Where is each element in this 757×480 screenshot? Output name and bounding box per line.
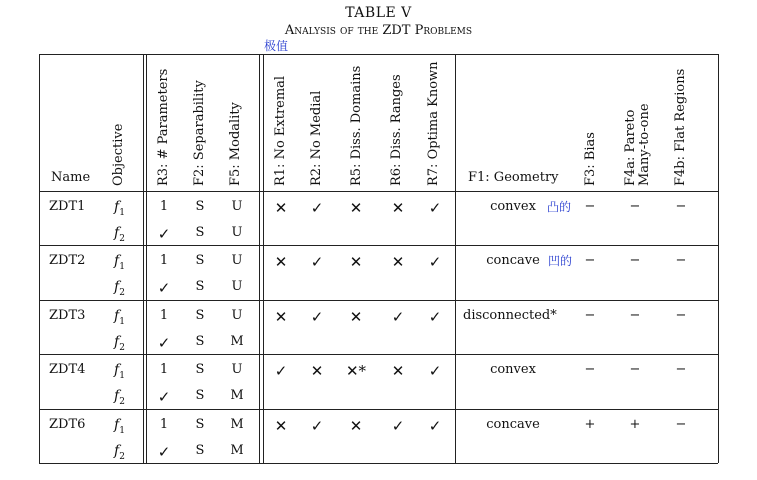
header-objective: Objective [111, 123, 126, 186]
rule-bottom [39, 463, 718, 464]
cell-r7-optima-known: ✓ [428, 253, 442, 271]
row-name: ZDT4 [49, 362, 86, 377]
objective-subscript: 1 [119, 207, 125, 218]
cell-r6-diss-ranges: ✕ [391, 253, 405, 271]
cell-f4b-flat-regions: − [675, 417, 687, 432]
objective-subscript: 1 [119, 316, 125, 327]
cell-f5-modality: U [231, 362, 243, 377]
cell-r5-diss-domains: ✕ [349, 253, 363, 271]
cell-r1-no-extremal: ✕ [274, 417, 288, 435]
cell-f4a-pareto: − [629, 253, 641, 268]
header-f4a-line2: Many-to-one [637, 103, 652, 186]
header-r5: R5: Diss. Domains [349, 65, 364, 186]
rule-vertical [455, 54, 456, 463]
cell-r7-optima-known: ✓ [428, 199, 442, 217]
cell-r3-params: 1 [159, 417, 169, 432]
cell-r2-no-medial: ✕ [310, 362, 324, 380]
rule-header-bottom [39, 191, 718, 192]
rule-row-separator [39, 409, 718, 410]
cell-f2-separability: S [195, 225, 205, 240]
cell-r5-diss-domains: ✕ [349, 417, 363, 435]
cell-f4b-flat-regions: − [675, 253, 687, 268]
table-title: TABLE V [345, 5, 412, 21]
convex-annotation: 凸的 [547, 200, 572, 214]
objective-subscript: 2 [119, 233, 125, 244]
cell-f3-bias: − [584, 253, 596, 268]
header-r7: R7: Optima Known [426, 61, 441, 186]
cell-f4a-pareto: − [629, 199, 641, 214]
header-f2: F2: Separability [192, 80, 207, 186]
caption-annotation: 极值 [264, 39, 289, 53]
cell-r1-no-extremal: ✕ [274, 308, 288, 326]
objective-subscript: 1 [119, 425, 125, 436]
objective-subscript: 2 [119, 342, 125, 353]
cell-f1-geometry: disconnected* [463, 308, 557, 323]
cell-r7-optima-known: ✓ [428, 362, 442, 380]
header-f4a-line1: F4a: Pareto [623, 109, 638, 186]
cell-f4b-flat-regions: − [675, 308, 687, 323]
objective-f1: $f_1$ [114, 417, 125, 436]
cell-f1-geometry: concave [486, 417, 540, 432]
header-r1: R1: No Extremal [273, 75, 288, 186]
header-r3: R3: # Parameters [156, 68, 171, 186]
cell-f5-modality: M [230, 334, 244, 349]
objective-subscript: 2 [119, 287, 125, 298]
cell-f2-separability: S [195, 417, 205, 432]
objective-subscript: 1 [119, 261, 125, 272]
cell-r7-optima-known: ✓ [428, 308, 442, 326]
cell-r5-diss-domains: ✕* [345, 362, 367, 380]
cell-f2-separability: S [195, 388, 205, 403]
rule-vertical [718, 54, 719, 463]
objective-f2: $f_2$ [114, 443, 125, 462]
rule-row-separator [39, 300, 718, 301]
row-name: ZDT3 [49, 308, 86, 323]
cell-f4a-pareto: − [629, 308, 641, 323]
rule-vertical [259, 54, 260, 463]
cell-r5-diss-domains: ✕ [349, 199, 363, 217]
cell-r7-optima-known: ✓ [428, 417, 442, 435]
cell-f1-geometry: convex [490, 362, 536, 377]
cell-r5-diss-domains: ✕ [349, 308, 363, 326]
cell-r3-params: ✓ [157, 443, 171, 461]
cell-f4b-flat-regions: − [675, 199, 687, 214]
cell-f5-modality: U [231, 279, 243, 294]
cell-r3-params: ✓ [157, 388, 171, 406]
cell-r6-diss-ranges: ✓ [391, 417, 405, 435]
cell-r2-no-medial: ✓ [310, 417, 324, 435]
objective-f2: $f_2$ [114, 334, 125, 353]
header-r2: R2: No Medial [309, 90, 324, 186]
header-name: Name [51, 170, 91, 185]
objective-f2: $f_2$ [114, 388, 125, 407]
row-name: ZDT1 [49, 199, 86, 214]
cell-f4a-pareto: + [629, 417, 641, 432]
cell-f2-separability: S [195, 443, 205, 458]
cell-f2-separability: S [195, 279, 205, 294]
cell-r3-params: ✓ [157, 279, 171, 297]
objective-f1: $f_1$ [114, 253, 125, 272]
cell-f5-modality: M [230, 443, 244, 458]
cell-r2-no-medial: ✓ [310, 308, 324, 326]
cell-f2-separability: S [195, 253, 205, 268]
rule-vertical [39, 54, 40, 463]
objective-f1: $f_1$ [114, 199, 125, 218]
cell-r2-no-medial: ✓ [310, 199, 324, 217]
cell-f1-geometry: concave [486, 253, 540, 268]
cell-f4a-pareto: − [629, 362, 641, 377]
cell-f3-bias: − [584, 199, 596, 214]
row-name: ZDT6 [49, 417, 86, 432]
header-f5: F5: Modality [228, 102, 243, 186]
cell-r6-diss-ranges: ✓ [391, 308, 405, 326]
cell-f1-geometry: convex [490, 199, 536, 214]
cell-f5-modality: M [230, 388, 244, 403]
cell-f2-separability: S [195, 199, 205, 214]
cell-f3-bias: − [584, 362, 596, 377]
cell-f2-separability: S [195, 308, 205, 323]
header-f1-geometry: F1: Geometry [468, 170, 559, 185]
cell-r3-params: 1 [159, 199, 169, 214]
cell-r3-params: 1 [159, 362, 169, 377]
cell-r1-no-extremal: ✕ [274, 253, 288, 271]
objective-subscript: 1 [119, 370, 125, 381]
objective-subscript: 2 [119, 396, 125, 407]
objective-f2: $f_2$ [114, 225, 125, 244]
row-name: ZDT2 [49, 253, 86, 268]
cell-f2-separability: S [195, 362, 205, 377]
objective-f1: $f_1$ [114, 308, 125, 327]
cell-r6-diss-ranges: ✕ [391, 362, 405, 380]
cell-r6-diss-ranges: ✕ [391, 199, 405, 217]
cell-f2-separability: S [195, 334, 205, 349]
cell-f5-modality: U [231, 225, 243, 240]
cell-r3-params: ✓ [157, 225, 171, 243]
table-caption: Analysis of the ZDT Problems [284, 23, 473, 38]
cell-r2-no-medial: ✓ [310, 253, 324, 271]
objective-f1: $f_1$ [114, 362, 125, 381]
cell-f3-bias: − [584, 308, 596, 323]
cell-f5-modality: U [231, 199, 243, 214]
cell-r1-no-extremal: ✕ [274, 199, 288, 217]
header-f3: F3: Bias [583, 132, 598, 186]
cell-r3-params: 1 [159, 308, 169, 323]
cell-r3-params: ✓ [157, 334, 171, 352]
rule-row-separator [39, 245, 718, 246]
objective-subscript: 2 [119, 451, 125, 462]
header-f4b: F4b: Flat Regions [673, 68, 688, 186]
cell-f5-modality: U [231, 253, 243, 268]
objective-f2: $f_2$ [114, 279, 125, 298]
cell-f5-modality: U [231, 308, 243, 323]
rule-top [39, 54, 718, 55]
cell-f3-bias: + [584, 417, 596, 432]
concave-annotation: 凹的 [548, 254, 573, 268]
rule-row-separator [39, 354, 718, 355]
cell-r3-params: 1 [159, 253, 169, 268]
cell-f4b-flat-regions: − [675, 362, 687, 377]
cell-f5-modality: M [230, 417, 244, 432]
header-r6: R6: Diss. Ranges [389, 74, 404, 186]
cell-r1-no-extremal: ✓ [274, 362, 288, 380]
